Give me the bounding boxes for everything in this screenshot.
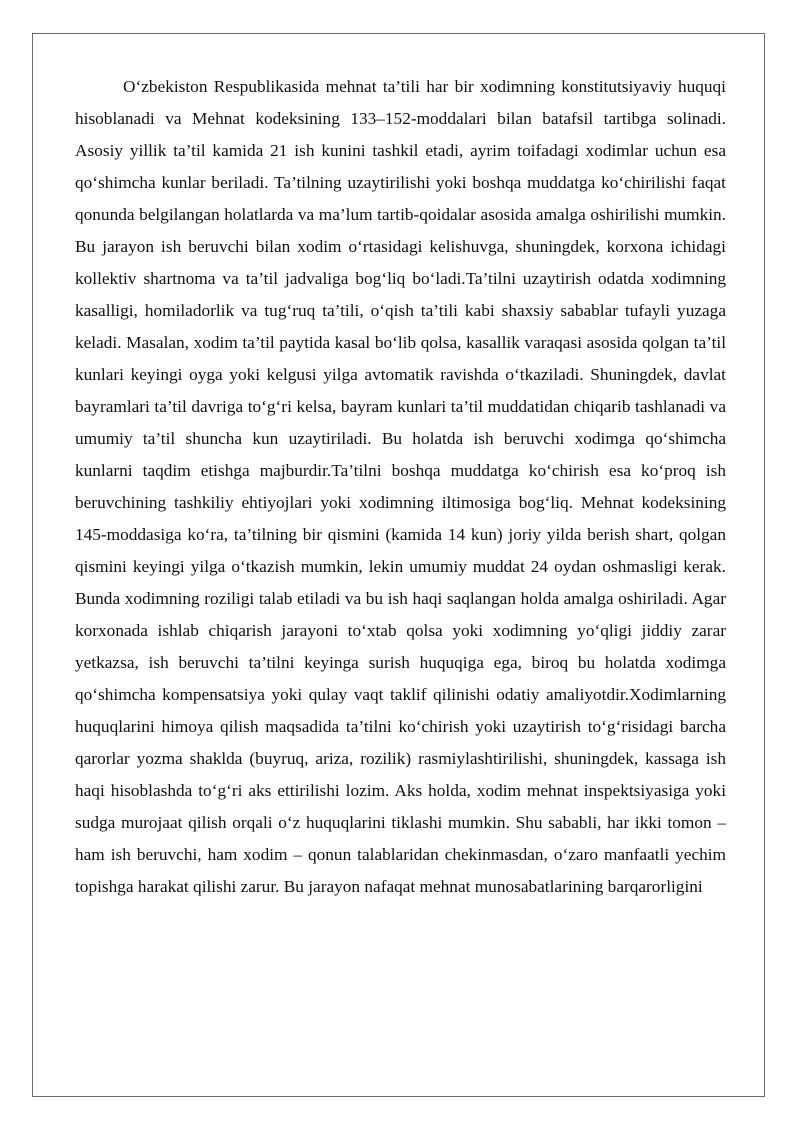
body-paragraph: O‘zbekiston Respublikasida mehnat ta’tili har bir xodimning konstitutsiyaviy huquqi hisoblanadi va Mehnat kodeksining 133–152-moddalari bilan batafsil tartibga solinadi. Asosiy yillik ta’til kamida 21 ish kunini tashkil etadi, ayrim toifadagi xodimlar uchun esa qo‘shimcha kunlar beriladi. Ta’tilning uzaytirilishi yoki boshqa muddatga ko‘chirilishi faqat qonunda belgilangan holatlarda va ma’lum tartib-qoidalar asosida amalga oshirilishi mumkin. Bu jarayon ish beruvchi bilan xodim o‘rtasidagi kelishuvga, shuningdek, korxona ichidagi kollektiv shartnoma va ta’til jadvaliga bog‘liq bo‘ladi.Ta’tilni uzaytirish odatda xodimning kasalligi, homiladorlik va tug‘ruq ta’tili, o‘qish ta’tili kabi shaxsiy sabablar tufayli yuzaga keladi. Masalan, xodim ta’til paytida kasal bo‘lib qolsa, kasallik varaqasi asosida qolgan ta’til kunlari keyingi oyga yoki kelgusi yilga avtomatik ravishda o‘tkaziladi. Shuningdek, davlat bayramlari ta’til davriga to‘g‘ri kelsa, bayram kunlari ta’til muddatidan chiqarib tashlanadi va umumiy ta’til shuncha kun uzaytiriladi. Bu holatda ish beruvchi xodimga qo‘shimcha kunlarni taqdim etishga majburdir.Ta’tilni boshqa muddatga ko‘chirish esa ko‘proq ish beruvchining tashkiliy ehtiyojlari yoki xodimning iltimosiga bog‘liq. Mehnat kodeksining 145-moddasiga ko‘ra, ta’tilning bir qismini (kamida 14 kun) joriy yilda berish shart, qolgan qismini keyingi yilga o‘tkazish mumkin, lekin umumiy muddat 24 oydan oshmasligi kerak. Bunda xodimning roziligi talab etiladi va bu ish haqi saqlangan holda amalga oshiriladi. Agar korxonada ishlab chiqarish jarayoni to‘xtab qolsa yoki xodimning yo‘qligi jiddiy zarar yetkazsa, ish beruvchi ta’tilni keyinga surish huquqiga ega, biroq bu holatda xodimga qo‘shimcha kompensatsiya yoki qulay vaqt taklif qilinishi odatiy amaliyotdir.Xodimlarning huquqlarini himoya qilish maqsadida ta’tilni ko‘chirish yoki uzaytirish to‘g‘risidagi barcha qarorlar yozma shaklda (buyruq, ariza, rozilik) rasmiylashtirilishi, shuningdek, kassaga ish haqi hisoblashda to‘g‘ri aks ettirilishi lozim. Aks holda, xodim mehnat inspektsiyasiga yoki sudga murojaat qilish orqali o‘z huquqlarini tiklashi mumkin. Shu sababli, har ikki tomon – ham ish beruvchi, ham xodim – qonun talablaridan chekinmasdan, o‘zaro manfaatli yechim topishga harakat qilishi zarur. Bu jarayon nafaqat mehnat munosabatlarining barqarorligini [75, 77, 726, 896]
